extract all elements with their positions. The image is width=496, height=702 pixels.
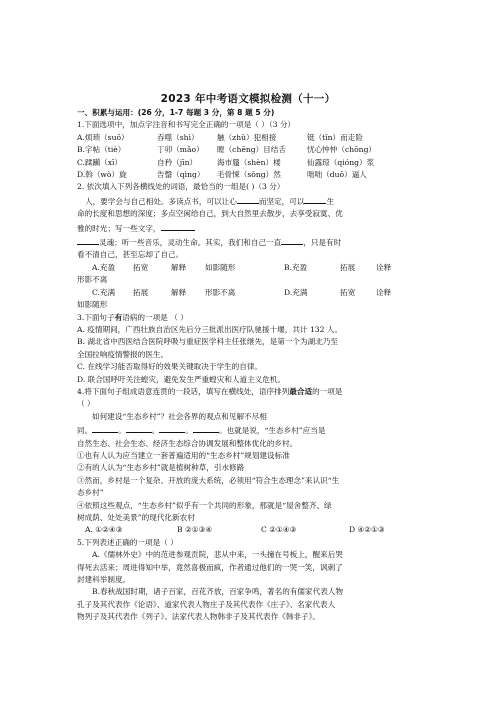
q1-option-a: A.烦琐（suǒ） 吞噬（shì） 触（zhǔ）犯相接 铤（tǐn）而走险 xyxy=(77,132,363,142)
q4-sentence-2: ②有的人认为“生态乡村”就是植树种草，引水修路 xyxy=(77,463,245,473)
q2-passage-line: 看不清自己，甚至忘却了自己。 xyxy=(77,250,184,260)
q4-sentence-4: ④依照这些观点，“生态乡村”似乎有一个共同的形象，那就是“屋舍整齐、绿 xyxy=(77,500,332,510)
answer-blank xyxy=(77,235,99,245)
q2-passage-line: 雅的时光；写一些文字， xyxy=(77,221,429,235)
q2-passage-line: 命的长度和思想的深度；多点空闲给自己，到大自然里去散步，去享受寂寞、优 xyxy=(77,209,343,219)
emphasis-text: 最合适 xyxy=(289,386,313,396)
q5-option-a-continued: 得死去活来；周进得知中举，竟然喜极而疯，作者通过他们的一哭一笑，讽刺了 xyxy=(77,562,343,572)
q4-sentence-3-continued: 态乡村” xyxy=(77,488,104,498)
q1-option-c: C.蹂躏（xī） 自矜（jīn） 海市蜃（shèn）楼 仙露琼（qióng）浆 xyxy=(77,157,375,167)
answer-blank xyxy=(126,423,152,433)
q5-option-b-continued: 物列子及其代表作《列子》、法家代表人物韩非子及其代表作《韩非子》。 xyxy=(77,612,320,622)
q3-option-d: D. 联合国呼吁关注蝗灾，避免发生严重蝗灾和人道主义危机。 xyxy=(77,374,286,384)
q1-option-d: D.斡（wò）旋 告罄（qìng） 毛骨悚（sǒng）然 咄咄（duō）逼人 xyxy=(77,170,367,180)
q3-option-b: B. 湖北省中西医结合医院呼吸与重症医学科主任张继先，是第一个为湖北乃至 xyxy=(77,337,338,347)
answer-blank xyxy=(304,194,326,204)
q4-passage-line: 如何建设“生态乡村”？社会各界的观点和见解不尽相 xyxy=(92,411,267,421)
q5-option-a-continued: 封建科举制度。 xyxy=(77,575,131,585)
q2-option-d-continued: 如影随形 xyxy=(77,300,108,310)
answer-blank xyxy=(193,423,219,433)
q1-option-b: B.字帖（tiè） 丁卯（mǎo） 瞠（chēng）目结舌 忧心忡忡（chōng） xyxy=(77,145,377,155)
q4-sentence-1: ①也有人认为应当建立一套普遍适用的“生态乡村”规划建设标准 xyxy=(77,450,290,460)
exam-content xyxy=(77,107,429,624)
answer-blank xyxy=(237,194,259,204)
q2-option-c-d: C.充满 拓展 解释 形影不离 D.充满 拓宽 诠释 xyxy=(92,287,392,297)
q3-option-a: A. 疫情期间，广西壮族自治区先后分三批派出医疗队驰援十堰，共计 132 人。 xyxy=(77,324,343,334)
question-4-stem: 4.将下面句子组成语意连贯的一段话，填写在横线处，语序排列最合适的一项是 xyxy=(77,386,343,396)
question-2-stem: 2. 依次填入下列各横线处的词语，最恰当的一组是( )（3 分） xyxy=(77,182,285,192)
q2-passage-line: 人，要学会与自己相处。多读点书，可以让心 而坚定，可以 生 xyxy=(77,194,429,208)
q5-option-b-continued: 孔子及其代表作《论语》、道家代表人物庄子及其代表作《庄子》、名家代表人 xyxy=(77,599,336,609)
q4-passage-line: 自然生态、社会生态、经济生态综合协调发展和整体优化的乡村。 xyxy=(77,438,298,448)
section-heading: 一、积累与运用：(26 分，1-7 每题 3 分，第 8 题 5 分) xyxy=(77,108,275,117)
q2-option-a-b: A.充盈 拓宽 解释 如影随形 B.充盈 拓展 诠释 xyxy=(92,262,392,272)
emphasis-text: 有 xyxy=(114,312,123,322)
question-5-stem: 5.下列表述正确的一项是（ ） xyxy=(77,537,178,547)
answer-blank xyxy=(92,423,118,433)
question-1-stem: 1.下面选项中，加点字注音和书写完全正确的一项是（ ）（3 分） xyxy=(77,120,296,130)
answer-blank xyxy=(159,423,185,433)
q5-option-a: A.《儒林外史》中的范进参观贡院，悲从中来，一头撞在号板上，醒来后哭 xyxy=(92,550,343,560)
page-title: 2023 年中考语文模拟检测（十一） xyxy=(160,93,336,105)
q5-option-b: B.春秋战国时期，诸子百家，百花齐放，百家争鸣，著名的有儒家代表人物 xyxy=(92,587,343,597)
q3-option-b-continued: 全国拉响疫情警报的医生。 xyxy=(77,349,169,359)
question-3-stem: 3.下面句子有语病的一项是 （ ） xyxy=(77,312,188,322)
q4-passage-line: 同。 。 。 。 。也就是说，“生态乡村”应当是 xyxy=(77,423,429,437)
q2-passage-line: 灵魂；听一些音乐，灵动生命。其实，我们和自己一直 ，只是有时 xyxy=(77,235,429,249)
q4-stem-paren: （ ） xyxy=(77,399,95,409)
answer-blank xyxy=(281,235,303,245)
answer-blank xyxy=(161,221,195,231)
q4-sentence-3: ③然而，乡村是一个复杂、开放的庞大系统，必须用“符合生态理念”来认识“生 xyxy=(77,475,340,485)
q3-option-c: C. 在线学习能否取得好的效果关键取决于学生的自律。 xyxy=(77,362,263,372)
q4-options: A. ①②④③ B ②①③④ C ②①④③ D ④②①③ xyxy=(85,525,385,535)
q4-sentence-4-continued: 树成荫、处处美景”的现代化新农村 xyxy=(77,513,195,522)
q2-option-b-continued: 形影不离 xyxy=(77,275,108,285)
